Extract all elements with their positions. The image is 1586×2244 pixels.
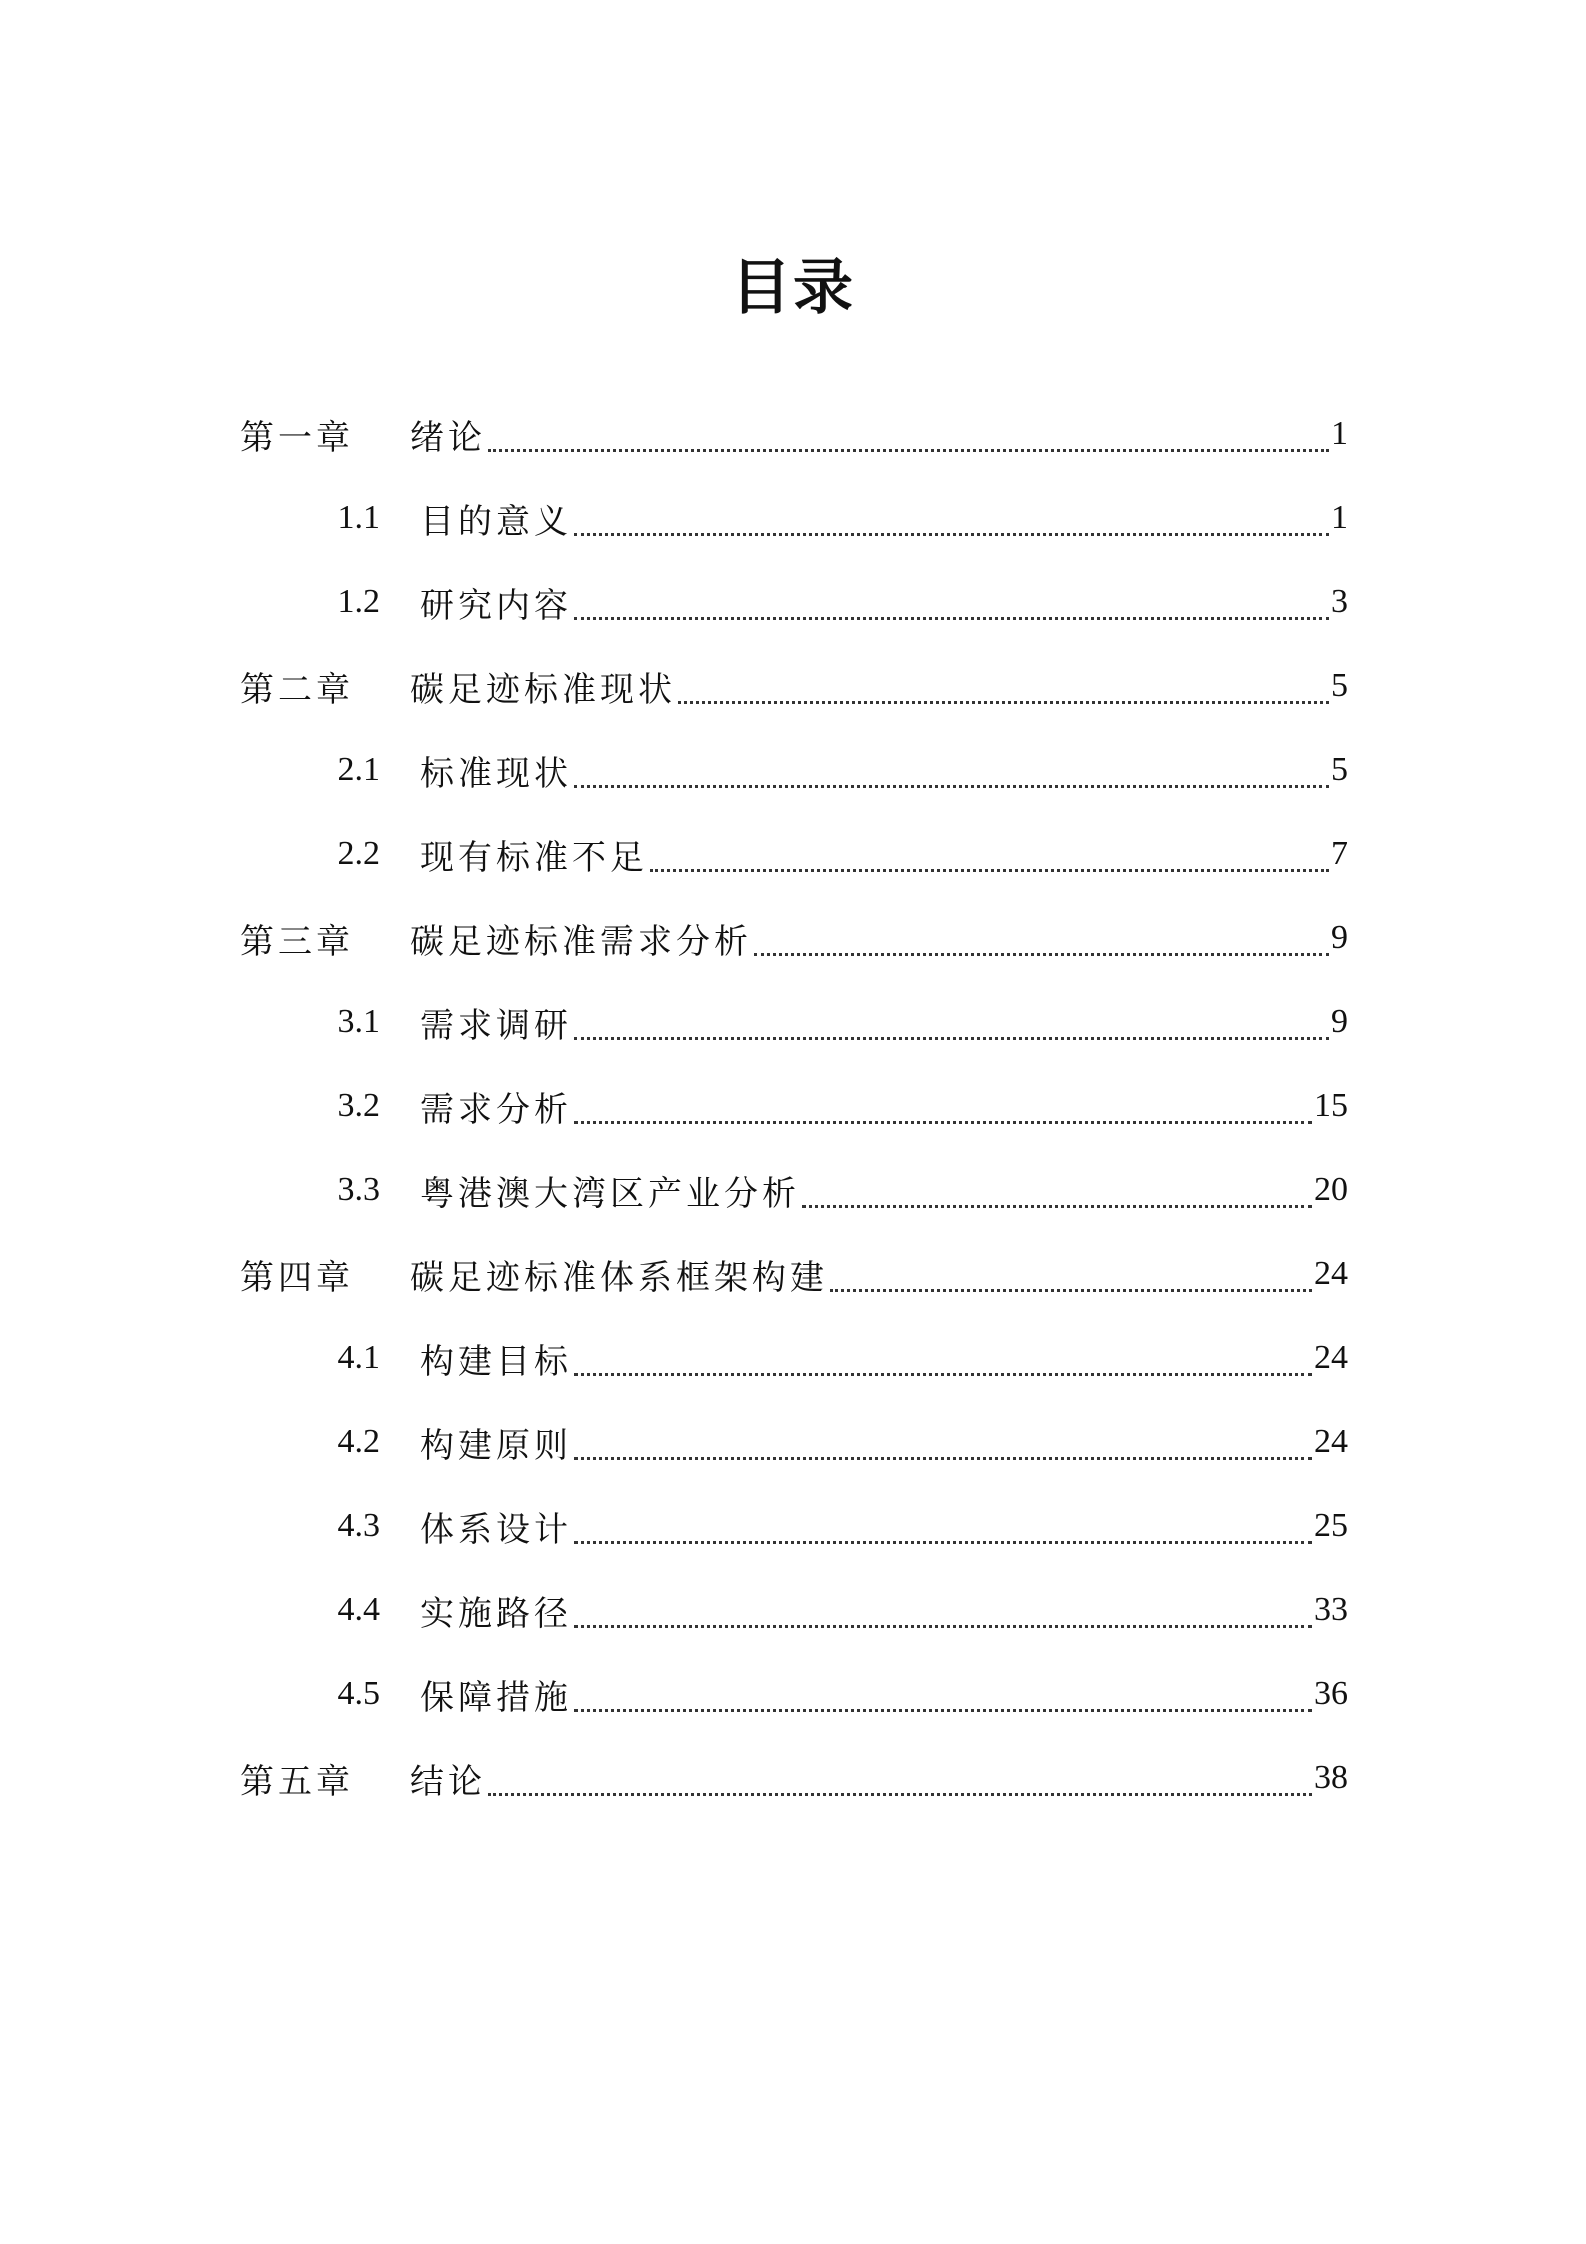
- toc-entry-title: 构建目标: [420, 1341, 572, 1382]
- toc-entry-page: 3: [1331, 583, 1348, 620]
- toc-entry-title: 实施路径: [420, 1593, 572, 1634]
- toc-entry-title: 保障措施: [420, 1677, 572, 1718]
- toc-entry-page: 25: [1314, 1507, 1348, 1544]
- toc-entry-page: 38: [1314, 1759, 1348, 1796]
- toc-entry-page: 1: [1331, 415, 1348, 452]
- toc-entry-page: 24: [1314, 1339, 1348, 1376]
- toc-entry[interactable]: [240, 1064, 1348, 1148]
- toc-entry-number: 3.3: [337, 1171, 380, 1208]
- page-title: 目录: [731, 253, 855, 323]
- toc-entry-number: 2.1: [337, 751, 380, 788]
- dot-leader: [574, 1457, 1312, 1460]
- toc-entry-page: 5: [1331, 751, 1348, 788]
- toc-entry-number: 2.2: [337, 835, 380, 872]
- toc-entry-number: 3.2: [337, 1087, 380, 1124]
- toc-entry-number: 第一章: [240, 417, 354, 458]
- dot-leader: [754, 953, 1329, 956]
- toc-entry-title: 需求分析: [420, 1089, 572, 1130]
- toc-entry-page: 24: [1314, 1255, 1348, 1292]
- toc-entry[interactable]: [240, 476, 1348, 560]
- dot-leader: [574, 1625, 1312, 1628]
- toc-entry[interactable]: [240, 1652, 1348, 1736]
- toc-entry[interactable]: [240, 1316, 1348, 1400]
- toc-entry[interactable]: [240, 560, 1348, 644]
- dot-leader: [574, 1121, 1312, 1124]
- dot-leader: [650, 869, 1329, 872]
- toc-entry[interactable]: [240, 1400, 1348, 1484]
- toc-entry-page: 7: [1331, 835, 1348, 872]
- toc-entry-title: 现有标准不足: [420, 837, 648, 878]
- toc-entry-number: 1.2: [337, 583, 380, 620]
- toc-entry-title: 粤港澳大湾区产业分析: [420, 1173, 800, 1214]
- toc-entry-title: 目的意义: [420, 501, 572, 542]
- toc-entry[interactable]: [240, 1148, 1348, 1232]
- toc-entry[interactable]: [240, 1568, 1348, 1652]
- toc-entry-number: 4.5: [337, 1675, 380, 1712]
- toc-entry-title: 碳足迹标准现状: [410, 669, 676, 710]
- toc-entry-number: 4.3: [337, 1507, 380, 1544]
- toc-entry[interactable]: [240, 896, 1348, 980]
- toc-entry-number: 第二章: [240, 669, 354, 710]
- dot-leader: [574, 1709, 1312, 1712]
- toc-entry[interactable]: [240, 1232, 1348, 1316]
- dot-leader: [488, 449, 1329, 452]
- toc-entry-title: 绪论: [410, 417, 486, 458]
- toc-entry-title: 构建原则: [420, 1425, 572, 1466]
- toc-entry-page: 24: [1314, 1423, 1348, 1460]
- toc-entry-page: 15: [1314, 1087, 1348, 1124]
- toc-entry[interactable]: [240, 1736, 1348, 1820]
- toc-entry-number: 第三章: [240, 921, 354, 962]
- toc-entry-number: 第五章: [240, 1761, 354, 1802]
- toc-entry-page: 1: [1331, 499, 1348, 536]
- toc-entry-title: 需求调研: [420, 1005, 572, 1046]
- dot-leader: [802, 1205, 1312, 1208]
- toc-entry[interactable]: [240, 980, 1348, 1064]
- toc-entry-page: 9: [1331, 919, 1348, 956]
- dot-leader: [574, 1037, 1329, 1040]
- toc-entry-title: 标准现状: [420, 753, 572, 794]
- toc-entry-page: 5: [1331, 667, 1348, 704]
- toc-entry-number: 4.2: [337, 1423, 380, 1460]
- dot-leader: [574, 785, 1329, 788]
- toc-entry[interactable]: [240, 812, 1348, 896]
- toc-entry-page: 36: [1314, 1675, 1348, 1712]
- toc-entry-page: 9: [1331, 1003, 1348, 1040]
- dot-leader: [488, 1793, 1312, 1796]
- dot-leader: [678, 701, 1329, 704]
- toc-entry[interactable]: [240, 392, 1348, 476]
- dot-leader: [574, 1373, 1312, 1376]
- toc-entry-number: 4.4: [337, 1591, 380, 1628]
- toc-entry-page: 20: [1314, 1171, 1348, 1208]
- toc-entry-number: 1.1: [337, 499, 380, 536]
- toc-entry[interactable]: [240, 1484, 1348, 1568]
- toc-entry-title: 结论: [410, 1761, 486, 1802]
- dot-leader: [574, 533, 1329, 536]
- dot-leader: [574, 1541, 1312, 1544]
- toc-entry[interactable]: [240, 728, 1348, 812]
- toc-entry-number: 3.1: [337, 1003, 380, 1040]
- toc-entry-number: 第四章: [240, 1257, 354, 1298]
- table-of-contents: [240, 392, 1348, 1820]
- toc-entry-number: 4.1: [337, 1339, 380, 1376]
- toc-entry[interactable]: [240, 644, 1348, 728]
- toc-entry-title: 碳足迹标准需求分析: [410, 921, 752, 962]
- toc-entry-page: 33: [1314, 1591, 1348, 1628]
- toc-entry-title: 研究内容: [420, 585, 572, 626]
- toc-entry-title: 体系设计: [420, 1509, 572, 1550]
- toc-entry-title: 碳足迹标准体系框架构建: [410, 1257, 828, 1298]
- dot-leader: [830, 1289, 1312, 1292]
- dot-leader: [574, 617, 1329, 620]
